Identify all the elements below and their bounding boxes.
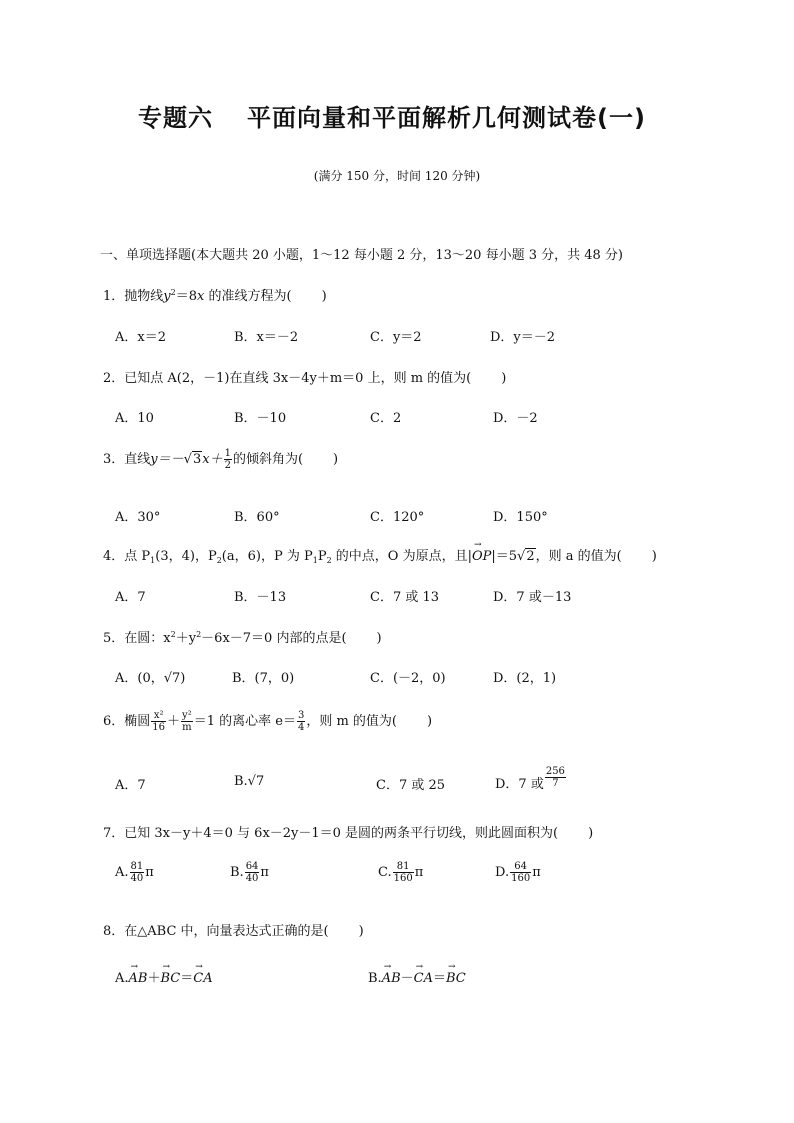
q7-option-c[interactable]: C. $\frac{81}{160}$ π: [378, 861, 424, 884]
question-8: 8．在△ABC 中，向量表达式正确的是( ): [103, 924, 364, 939]
q7-option-b[interactable]: B. $\frac{64}{40}$ π: [230, 861, 269, 884]
section-heading: 一、单项选择题(本大题共 20 小题，1～12 每小题 2 分，13～20 每小题 3 分，共 48 分): [100, 248, 623, 263]
q2-option-a[interactable]: A．10: [115, 411, 154, 426]
title-subject: 平面向量和平面解析几何测试卷(一): [247, 104, 646, 132]
q8-option-b[interactable]: B.→ AB－→ CA＝→ BC: [368, 967, 466, 986]
q2-option-d[interactable]: D．－2: [493, 411, 538, 426]
q8-option-a[interactable]: A.→ AB＋→ BC＝→ CA: [115, 967, 213, 986]
question-7: 7．已知 3x－y＋4＝0 与 6x－2y－1＝0 是圆的两条平行切线，则此圆面积为( ): [103, 826, 594, 841]
exam-info: (满分 150 分，时间 120 分钟): [313, 169, 481, 183]
q2-option-b[interactable]: B．－10: [234, 411, 287, 426]
q3-option-c[interactable]: C．120°: [370, 510, 425, 525]
q3-option-a[interactable]: A．30°: [115, 510, 161, 525]
q4-option-b[interactable]: B．－13: [234, 590, 287, 605]
question-1: 1．抛物线$y^2=8x$ 的准线方程为( ): [103, 288, 327, 304]
q6-option-a[interactable]: A．7: [115, 778, 146, 793]
q1-option-c[interactable]: C．y＝2: [370, 330, 422, 345]
title-topic: 专题六: [138, 104, 213, 132]
q6-option-b[interactable]: B.√7: [234, 774, 265, 789]
fraction-three-quarters: $\frac{3}{4}$: [297, 710, 305, 733]
q7-option-a[interactable]: A. $\frac{81}{40}$ π: [115, 861, 154, 884]
q5-option-c[interactable]: C．(－2，0): [370, 671, 446, 686]
question-4: 4．点 $P_1(3$，4)，$P_2(a$，6)，P 为 $P_1P_2$ 的中点，O 为原点，且|→ OP|＝5√2，则 a 的值为( ): [103, 545, 657, 564]
q2-option-c[interactable]: C．2: [370, 411, 402, 426]
question-5: 5．在圆：$x^2+y^2-6x-7=0$ 内部的点是( ): [103, 630, 382, 646]
q5-option-d[interactable]: D．(2，1): [493, 671, 557, 686]
q4-option-a[interactable]: A．7: [115, 590, 146, 605]
fraction-256-7: $\frac{256}{7}$: [545, 766, 565, 789]
q5-option-a[interactable]: A．(0，√7): [115, 671, 186, 686]
q1-option-d[interactable]: D．y＝－2: [490, 330, 556, 345]
q6-option-d[interactable]: D．7 或 $\frac{256}{7}$: [495, 766, 565, 792]
q5-option-b[interactable]: B．(7，0): [232, 671, 295, 686]
q6-option-c[interactable]: C．7 或 25: [376, 778, 446, 793]
q1-option-b[interactable]: B．x＝－2: [234, 330, 299, 345]
question-6: 6．椭圆 $\frac{\text{x²}}{16}$ ＋ $\frac{\text{y²}}{m}$ ＝1 的离心率 e＝ $\frac{3}{4}$ ，则 m 的值为( ): [103, 710, 433, 733]
fraction-x2-16: $\frac{\text{x²}}{16}$: [152, 710, 166, 733]
q4-option-c[interactable]: C．7 或 13: [370, 590, 440, 605]
fraction-y2-m: $\frac{\text{y²}}{m}$: [182, 710, 192, 733]
page-title: [138, 98, 646, 133]
q3-option-d[interactable]: D．150°: [493, 510, 548, 525]
question-2: 2．已知点 A(2，－1)在直线 3x－4y＋m＝0 上，则 m 的值为( ): [103, 371, 507, 386]
question-3: 3．直线y＝－√3x＋ $\frac{1}{2}$ 的倾斜角为( ): [103, 448, 339, 471]
q7-option-d[interactable]: D. $\frac{64}{160}$ π: [495, 861, 541, 884]
fraction-one-half: $\frac{1}{2}$: [224, 448, 231, 471]
q1-option-a[interactable]: A．x＝2: [115, 330, 166, 345]
q4-option-d[interactable]: D．7 或－13: [493, 590, 572, 605]
vector-op: → OP: [472, 549, 491, 564]
q3-option-b[interactable]: B．60°: [234, 510, 280, 525]
